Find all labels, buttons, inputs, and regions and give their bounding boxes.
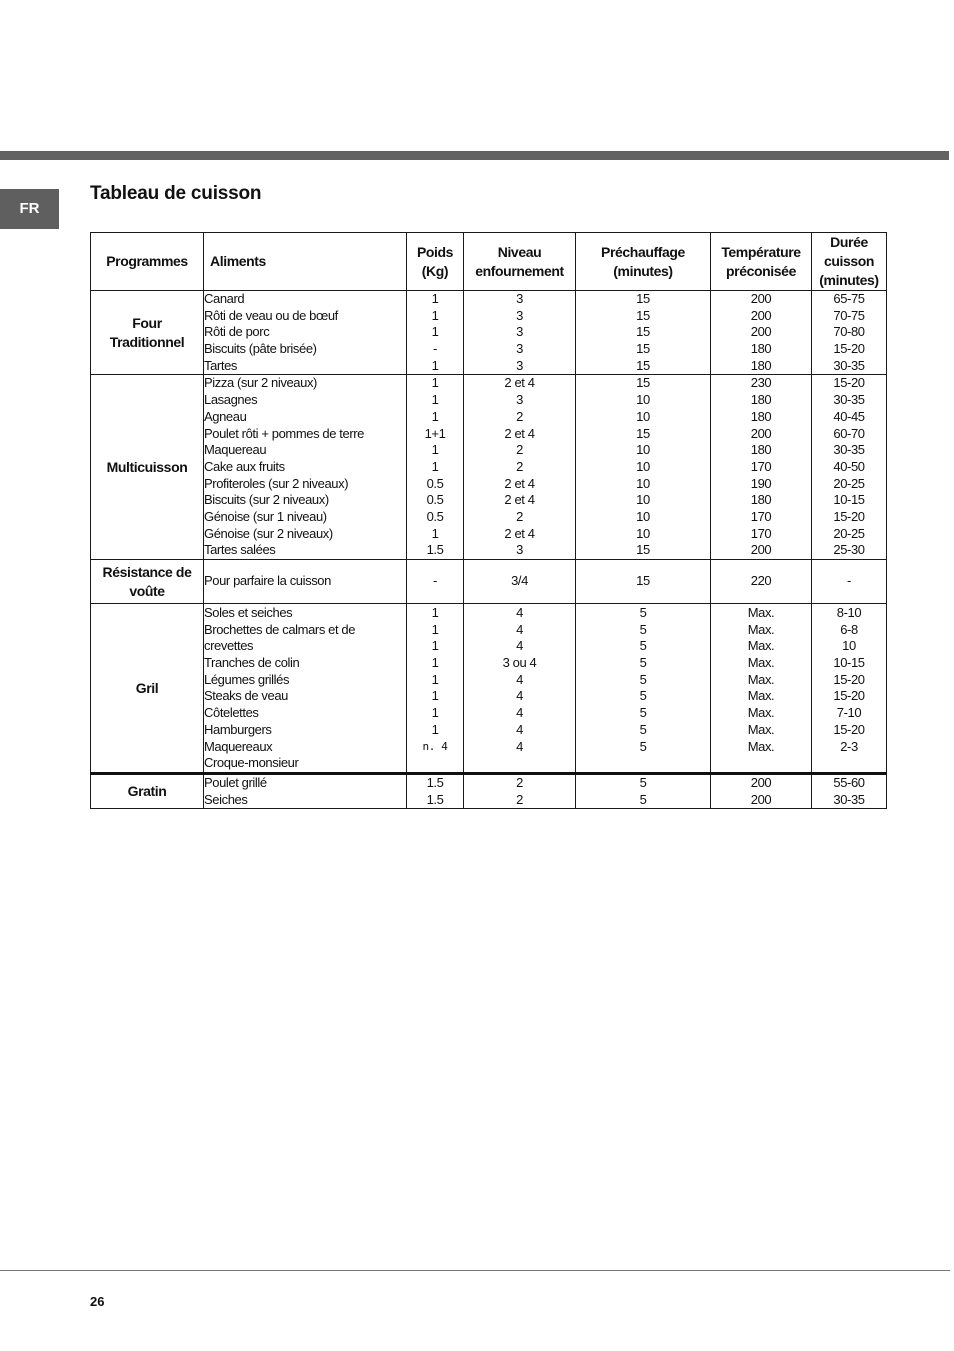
prechauffage-value: 10 [636,508,650,524]
poids-value: 1 [431,375,439,391]
temperature-value: 180 [750,357,772,373]
prechauffage-value: 5 [639,738,647,754]
temperature-value: 180 [750,408,772,424]
prechauffage-value: 5 [639,655,647,671]
niveau-value: 4 [516,705,523,721]
temperature-cell [711,560,812,604]
prechauffage-value: 5 [639,621,647,637]
duree-value: 70-75 [833,307,865,323]
niveau-cell [464,604,576,774]
temperature-cell [711,291,812,375]
program-label: Traditionnel [109,333,185,350]
temperature-value: Max. [747,705,775,721]
temperature-value: 230 [750,375,772,391]
food-item: Légumes grillés [204,671,290,687]
prechauffage-cell [576,773,711,808]
program-label: Four [132,314,162,331]
food-item: Tartes [204,357,238,373]
temperature-value: Max. [747,738,775,754]
niveau-cell [464,560,576,604]
duree-cell [812,375,887,560]
niveau-value: 4 [516,638,523,654]
niveau-value: 2 [516,408,523,424]
prechauffage-value: 5 [639,721,647,737]
prechauffage-cell [576,291,711,375]
temperature-value: 180 [750,392,772,408]
foods-cell [204,604,407,774]
poids-value: 1 [431,721,439,737]
prechauffage-value: 15 [636,542,650,558]
poids-value: 0.5 [426,508,444,524]
food-item: Biscuits (sur 2 niveaux) [204,492,329,508]
prechauffage-value: 5 [639,671,647,687]
duree-value: 20-25 [833,475,865,491]
duree-value: 65-75 [833,291,865,306]
food-item: Brochettes de calmars et de [204,621,356,637]
duree-value: 40-50 [833,458,865,474]
temperature-value: Max. [747,605,775,620]
food-item: Soles et seiches [204,605,293,620]
prechauffage-value: 10 [636,492,650,508]
food-item: Rôti de porc [204,324,270,340]
duree-value: 60-70 [833,425,865,441]
program-cell [91,560,204,604]
poids-value: 0.5 [426,475,444,491]
food-item: Côtelettes [204,705,259,721]
duree-value: 8-10 [836,605,862,620]
poids-value: 1 [431,392,439,408]
header-line: Poids [416,243,454,260]
duree-value: 30-35 [833,392,865,408]
program-cell [91,375,204,560]
food-item: Hamburgers [204,721,272,737]
food-item: Canard [204,291,245,306]
prechauffage-value: 15 [636,573,650,589]
food-item: Pour parfaire la cuisson [204,573,331,589]
poids-value: 1 [431,458,439,474]
poids-value: 1 [431,324,439,340]
table-row [91,773,887,808]
poids-value: 1 [431,525,439,541]
poids-value: 1 [431,408,439,424]
niveau-value: 2 [516,508,523,524]
poids-value: n. 4 [422,739,448,753]
temperature-value: 200 [750,291,772,306]
header-line: (minutes) [613,262,673,279]
food-item: Cake aux fruits [204,458,285,474]
table-row [91,604,887,774]
poids-cell [407,604,464,774]
temperature-value: 200 [750,307,772,323]
niveau-value: 2 et 4 [504,425,535,441]
header-line: Durée [830,234,868,250]
duree-value: 15-20 [833,721,865,737]
niveau-value: 4 [516,721,523,737]
duree-value: 15-20 [833,671,865,687]
duree-value: 10 [842,638,856,654]
niveau-value: 4 [516,688,523,704]
prechauffage-value: 5 [639,638,647,654]
food-item: Génoise (sur 2 niveaux) [204,525,333,541]
duree-cell [812,773,887,808]
foods-cell [204,773,407,808]
poids-cell [407,291,464,375]
duree-cell [812,291,887,375]
prechauffage-cell [576,375,711,560]
niveau-value: 3 [516,392,523,408]
poids-value: 1 [431,671,439,687]
duree-value: 10-15 [833,492,865,508]
prechauffage-value: 10 [636,442,650,458]
duree-value: 2-3 [840,738,858,754]
niveau-value: 3 [516,307,523,323]
niveau-value: 3 ou 4 [502,655,537,671]
prechauffage-cell [576,560,711,604]
poids-value: 1 [431,655,439,671]
poids-cell [407,560,464,604]
poids-value: 1 [431,307,439,323]
program-label: Résistance de [102,563,192,580]
duree-value [812,755,886,772]
duree-value: 15-20 [833,508,865,524]
food-item: Croque-monsieur [204,755,299,771]
header-row [91,233,887,291]
top-bar [0,151,949,160]
temperature-value: 220 [750,573,772,589]
duree-value: 15-20 [833,688,865,704]
program-cell [91,604,204,774]
temperature-cell [711,375,812,560]
food-item: Génoise (sur 1 niveau) [204,508,327,524]
poids-value: 1 [431,605,439,620]
program-cell [91,291,204,375]
prechauffage-value: 5 [639,688,647,704]
poids-value: - [433,341,437,357]
prechauffage-value: 10 [636,475,650,491]
niveau-value: 3/4 [511,573,528,589]
duree-value: 25-30 [833,542,865,558]
food-item: Profiteroles (sur 2 niveaux) [204,475,349,491]
niveau-value: 2 et 4 [504,492,535,508]
foods-cell [204,291,407,375]
page-title: Tableau de cuisson [90,183,262,204]
language-tab: FR [0,189,59,229]
food-item: Agneau [204,408,247,424]
food-item: Biscuits (pâte brisée) [204,341,317,357]
niveau-value: 3 [516,341,523,357]
niveau-value: 2 et 4 [504,375,535,391]
duree-value: 40-45 [833,408,865,424]
header-line: Température [721,243,801,260]
temperature-value: 200 [750,542,772,558]
niveau-value: 3 [516,291,523,306]
poids-value: 1.5 [426,542,444,558]
poids-value: 1+1 [424,425,446,441]
prechauffage-value: 15 [636,425,650,441]
table-body [91,291,887,809]
program-label: Gratin [127,783,167,800]
cooking-table [90,232,887,809]
niveau-value: 4 [516,671,523,687]
header-line: (Kg) [421,262,449,279]
food-item: Seiches [204,791,248,807]
food-item: Rôti de veau ou de bœuf [204,307,338,323]
temperature-value: 200 [750,791,772,807]
duree-value: 7-10 [836,705,862,721]
prechauffage-value: 5 [639,791,647,807]
duree-value: 70-80 [833,324,865,340]
temperature-cell [711,773,812,808]
duree-value: 55-60 [833,774,865,790]
header-line: enfournement [475,262,564,279]
niveau-value: 2 [516,774,523,790]
duree-value: - [847,573,851,589]
header-programmes: Programmes [91,233,204,291]
prechauffage-value: 15 [636,307,650,323]
poids-value: 1 [431,357,439,373]
prechauffage-value: 10 [636,525,650,541]
footer-rule [0,1270,950,1271]
header-line: préconisée [726,262,796,279]
niveau-value: 3 [516,542,523,558]
food-item: Maquereau [204,442,267,458]
duree-value: 30-35 [833,791,865,807]
table-row [91,375,887,560]
header-line: cuisson [823,253,875,269]
prechauffage-value: 15 [636,375,650,391]
header-niveau [464,233,576,291]
foods-cell [204,375,407,560]
poids-value: 1.5 [426,791,444,807]
prechauffage-value [576,755,710,772]
poids-value [407,755,463,772]
header-line: Préchauffage [601,243,685,260]
temperature-value: Max. [747,688,775,704]
prechauffage-value: 10 [636,458,650,474]
temperature-value: Max. [747,671,775,687]
niveau-cell [464,375,576,560]
poids-value: 1.5 [426,774,444,790]
food-item: Tartes salées [204,542,276,558]
niveau-value: 4 [516,605,523,620]
prechauffage-value: 10 [636,408,650,424]
program-label: voûte [129,582,165,599]
temperature-value: 200 [750,774,772,790]
duree-value: 20-25 [833,525,865,541]
niveau-cell [464,291,576,375]
niveau-value: 2 et 4 [504,525,535,541]
food-item: Poulet grillé [204,774,267,790]
poids-value: 1 [431,705,439,721]
temperature-value [711,755,811,772]
prechauffage-value: 10 [636,392,650,408]
prechauffage-value: 5 [639,705,647,721]
niveau-value: 2 et 4 [504,475,535,491]
temperature-cell [711,604,812,774]
food-item: Tranches de colin [204,655,300,671]
poids-cell [407,773,464,808]
niveau-value: 2 [516,458,523,474]
temperature-value: 180 [750,442,772,458]
temperature-value: Max. [747,721,775,737]
poids-value: 1 [431,621,439,637]
table-row [91,291,887,375]
poids-value: 1 [431,638,439,654]
duree-value: 10-15 [833,655,865,671]
header-poids [407,233,464,291]
program-label: Gril [135,679,159,696]
food-item: crevettes [204,638,254,654]
temperature-value: 170 [750,508,772,524]
temperature-value: 200 [750,425,772,441]
poids-value: 1 [431,291,439,306]
page-number: 26 [90,1294,105,1309]
duree-value: 30-35 [833,442,865,458]
program-cell [91,773,204,808]
prechauffage-value: 15 [636,357,650,373]
poids-value: 0.5 [426,492,444,508]
niveau-value: 2 [516,442,523,458]
niveau-value: 2 [516,791,523,807]
prechauffage-value: 15 [636,341,650,357]
foods-cell [204,560,407,604]
duree-cell [812,560,887,604]
header-aliments: Aliments [204,233,407,291]
duree-value: 15-20 [833,375,865,391]
prechauffage-value: 5 [639,774,647,790]
duree-cell [812,604,887,774]
niveau-value [464,755,575,772]
food-item: Steaks de veau [204,688,289,704]
temperature-value: 200 [750,324,772,340]
niveau-value: 4 [516,738,523,754]
header-temperature [711,233,812,291]
temperature-value: 170 [750,525,772,541]
program-label: Multicuisson [106,458,188,475]
temperature-value: 190 [750,475,772,491]
prechauffage-cell [576,604,711,774]
header-prechauffage [576,233,711,291]
poids-value: 1 [431,442,439,458]
temperature-value: 180 [750,341,772,357]
niveau-value: 3 [516,324,523,340]
prechauffage-value: 15 [636,291,650,306]
temperature-value: Max. [747,655,775,671]
prechauffage-value: 5 [639,605,647,620]
food-item: Pizza (sur 2 niveaux) [204,375,317,391]
poids-value: 1 [431,688,439,704]
food-item: Poulet rôti + pommes de terre [204,425,365,441]
prechauffage-value: 15 [636,324,650,340]
duree-value: 15-20 [833,341,865,357]
niveau-cell [464,773,576,808]
poids-value: - [433,573,437,589]
duree-value: 6-8 [840,621,858,637]
duree-value: 30-35 [833,357,865,373]
temperature-value: Max. [747,638,775,654]
food-item: Lasagnes [204,392,258,408]
temperature-value: 170 [750,458,772,474]
header-line: (minutes) [819,272,879,288]
poids-cell [407,375,464,560]
temperature-value: Max. [747,621,775,637]
niveau-value: 4 [516,621,523,637]
header-duree [812,233,887,291]
niveau-value: 3 [516,357,523,373]
header-line: Niveau [497,243,542,260]
table-row [91,560,887,604]
food-item: Maquereaux [204,738,273,754]
temperature-value: 180 [750,492,772,508]
